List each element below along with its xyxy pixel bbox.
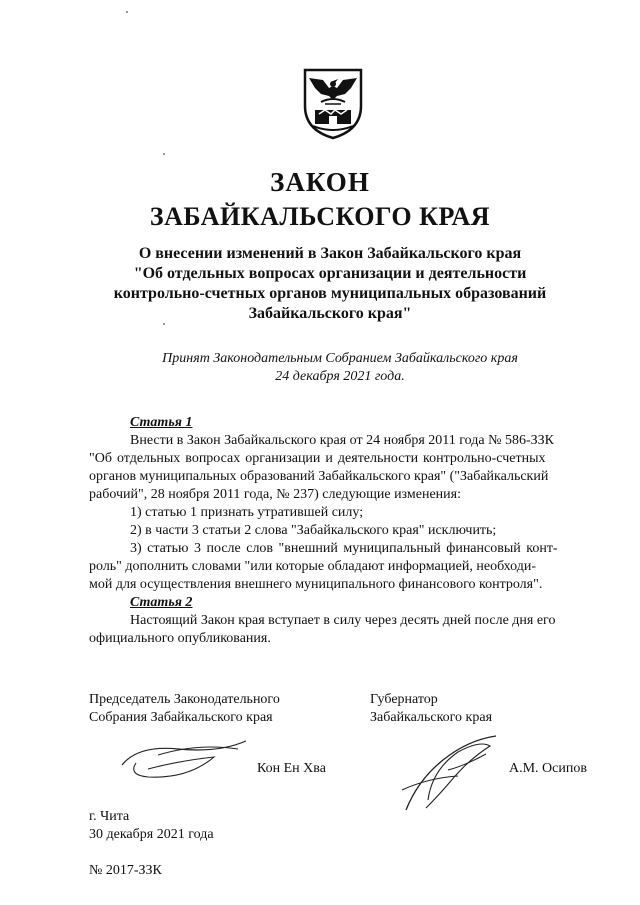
subtitle-line: Забайкальского края" [248, 305, 412, 322]
coat-of-arms-emblem [301, 66, 365, 140]
article-2 [89, 594, 597, 648]
left-title-line: Собрания Забайкальского края [89, 710, 273, 725]
adoption-note [60, 350, 620, 386]
law-number: № 2017-ЗЗК [89, 863, 162, 878]
date-label: 30 декабря 2021 года [89, 827, 214, 842]
article-1-heading: Статья 1 [130, 415, 193, 430]
left-signatory-name: Кон Ен Хва [257, 761, 326, 776]
subtitle-line: О внесении изменений в Закон Забайкальского края [138, 245, 522, 262]
scan-speck [163, 153, 165, 155]
document-title: ЗАКОН [270, 167, 370, 197]
right-signatory-title [370, 691, 492, 727]
law-subtitle [60, 244, 600, 324]
right-title-line: Губернатор [370, 692, 438, 707]
article-1 [89, 414, 597, 594]
article-1-line: рабочий", 28 ноября 2011 года, № 237) следующие изменения: [89, 487, 461, 502]
adoption-line: Принят Законодательным Собранием Забайкальского края [162, 351, 518, 366]
article-1-item: 3) статью 3 после слов "внешний муниципальный финансовый конт- [130, 541, 558, 556]
adoption-line: 24 декабря 2021 года. [275, 369, 405, 384]
subtitle-line: "Об отдельных вопросах организации и деятельности [133, 265, 527, 282]
scan-speck [126, 11, 128, 13]
article-1-item: 1) статью 1 признать утратившей силу; [130, 505, 364, 520]
left-signatory-title [89, 691, 280, 727]
article-2-line: Настоящий Закон края вступает в силу через десять дней после дня его [130, 613, 556, 628]
left-handwritten-signature [118, 735, 250, 781]
place-label: г. Чита [89, 809, 130, 824]
article-1-line: органов муниципальных образований Забайкальского края" ("Забайкальский [89, 469, 549, 484]
document-region-title: ЗАБАЙКАЛЬСКОГО КРАЯ [149, 202, 491, 231]
article-1-line: "Об отдельных вопросах организации и деятельности контрольно-счетных [89, 451, 546, 466]
left-title-line: Председатель Законодательного [89, 692, 280, 707]
article-1-item: 2) в части 3 статьи 2 слова "Забайкальского края" исключить; [130, 523, 497, 538]
right-handwritten-signature [398, 730, 504, 815]
article-2-line: официального опубликования. [89, 631, 271, 646]
right-signatory-name: А.М. Осипов [509, 761, 587, 776]
article-1-line: Внести в Закон Забайкальского края от 24 ноября 2011 года № 586-ЗЗК [130, 433, 554, 448]
article-2-heading: Статья 2 [130, 595, 193, 610]
right-title-line: Забайкальского края [370, 710, 493, 725]
subtitle-line: контрольно-счетных органов муниципальных образований [113, 285, 547, 302]
article-1-line: роль" дополнить словами "или которые обладают информацией, необходи- [89, 559, 536, 574]
article-1-line: мой для осуществления внешнего муниципального финансового контроля". [89, 577, 543, 592]
